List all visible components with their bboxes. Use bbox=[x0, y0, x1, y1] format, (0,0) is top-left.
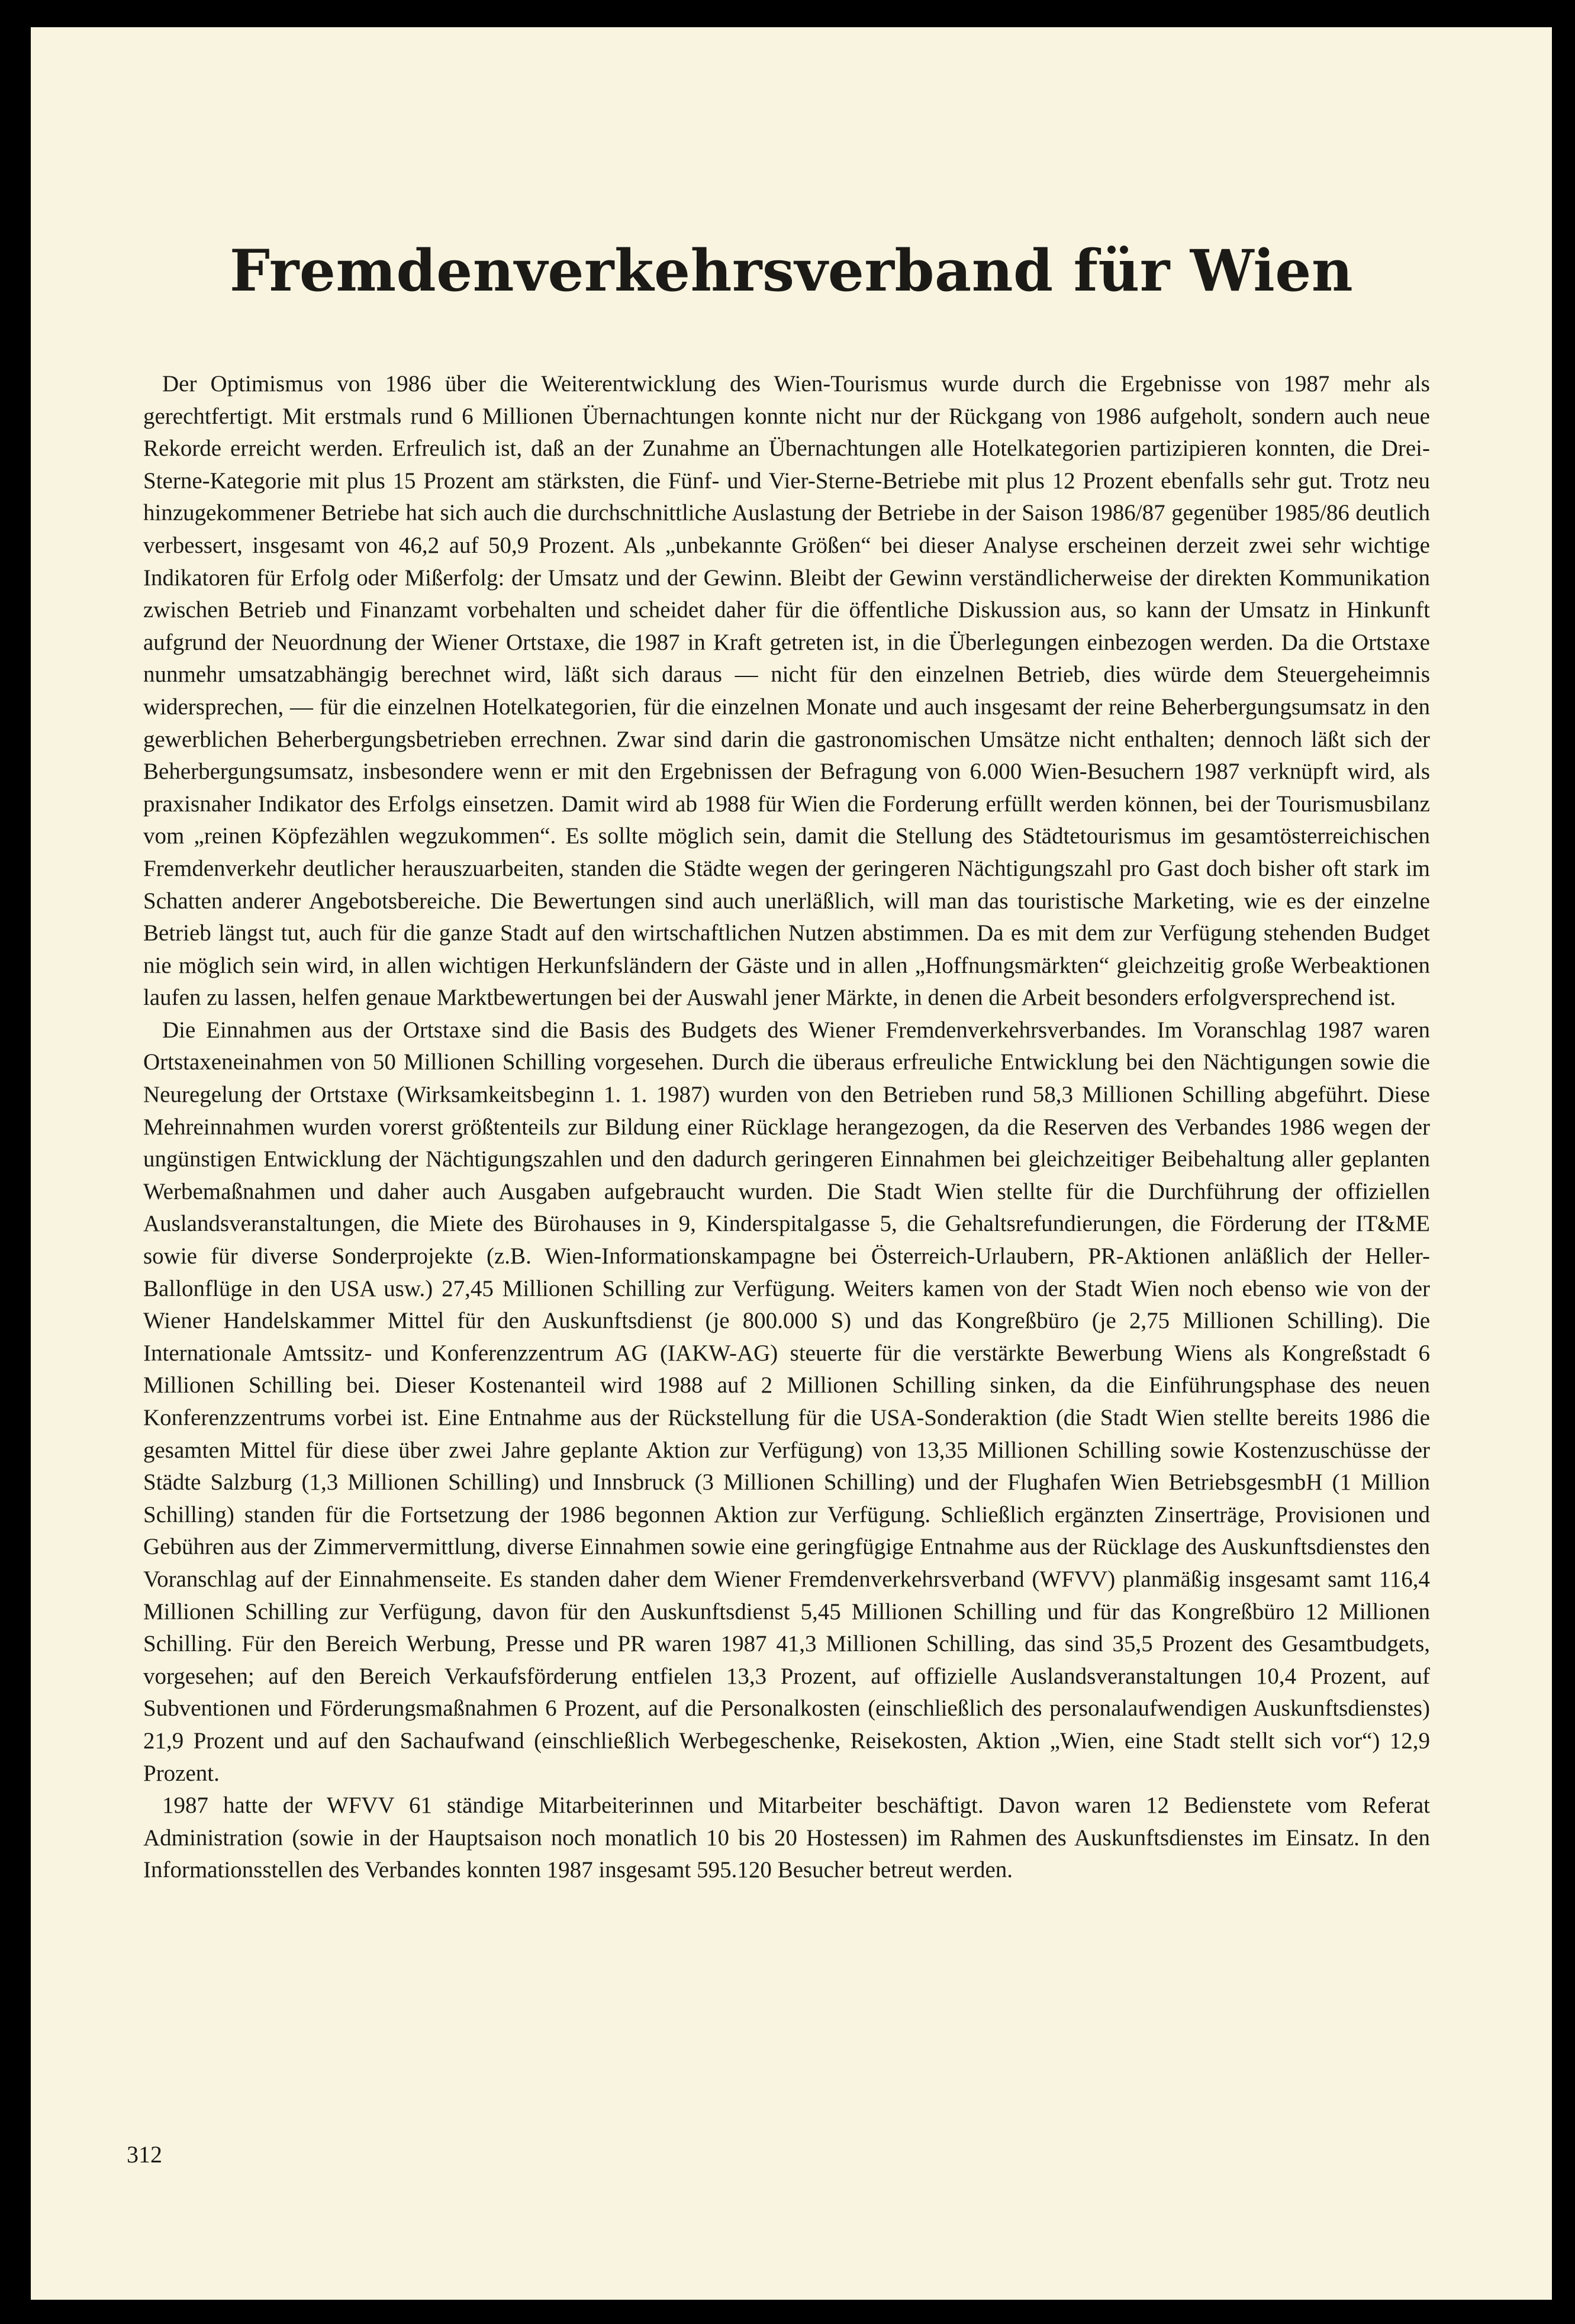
paragraph-1: Der Optimismus von 1986 über die Weiterentwicklung des Wien-Tourismus wurde durch die Ergebnisse von 1987 mehr als gerechtfertigt. Mit erstmals rund 6 Millionen Übernachtungen konnte nicht nur der Rückgang von 1986 aufgeholt, sondern auch neue Rekorde erreicht werden. Erfreulich ist, daß an der Zunahme an Übernachtungen alle Hotelkategorien partizipieren konnten, die Drei-Sterne-Kategorie mit plus 15 Prozent am stärksten, die Fünf- und Vier-Sterne-Betriebe mit plus 12 Prozent ebenfalls sehr gut. Trotz neu hinzugekommener Betriebe hat sich auch die durchschnittliche Auslastung der Betriebe in der Saison 1986/87 gegenüber 1985/86 deutlich verbessert, insgesamt von 46,2 auf 50,9 Prozent. Als „unbekannte Größen“ bei dieser Analyse erscheinen derzeit zwei sehr wichtige Indikatoren für Erfolg oder Mißerfolg: der Umsatz und der Gewinn. Bleibt der Gewinn verständlicherweise der direkten Kommunikation zwischen Betrieb und Finanzamt vorbehalten und scheidet daher für die öffentliche Diskussion aus, so kann der Umsatz in Hinkunft aufgrund der Neuordnung der Wiener Ortstaxe, die 1987 in Kraft getreten ist, in die Überlegungen einbezogen werden. Da die Ortstaxe nunmehr umsatzabhängig berechnet wird, läßt sich daraus — nicht für den einzelnen Betrieb, dies würde dem Steuergeheimnis widersprechen, — für die einzelnen Hotelkategorien, für die einzelnen Monate und auch insgesamt der reine Beherbergungsumsatz in den gewerblichen Beherbergungsbetrieben errechnen. Zwar sind darin die gastronomischen Umsätze nicht enthalten; dennoch läßt sich der Beherbergungsumsatz, insbesondere wenn er mit den Ergebnissen der Befragung von 6.000 Wien-Besuchern 1987 verknüpft wird, als praxisnaher Indikator des Erfolgs einsetzen. Damit wird ab 1988 für Wien die Forderung erfüllt werden können, bei der Tourismusbilanz vom „reinen Köpfezählen wegzukommen“. Es sollte möglich sein, damit die Stellung des Städtetourismus im gesamtösterreichischen Fremdenverkehr deutlicher herauszuarbeiten, standen die Städte wegen der geringeren Nächtigungszahl pro Gast doch bisher oft stark im Schatten anderer Angebotsbereiche. Die Bewertungen sind auch unerläßlich, will man das touristische Marketing, wie es der einzelne Betrieb längst tut, auch für die ganze Stadt auf den wirtschaftlichen Nutzen abstimmen. Da es mit dem zur Verfügung stehenden Budget nie möglich sein wird, in allen wichtigen Herkunfsländern der Gäste und in allen „Hoffnungsmärkten“ gleichzeitig große Werbeaktionen laufen zu lassen, helfen genaue Marktbewertungen bei der Auswahl jener Märkte, in denen die Arbeit besonders erfolgversprechend ist. bbox=[143, 371, 1430, 1011]
page-title: Fremdenverkehrsverband für Wien bbox=[229, 237, 1354, 304]
document-page bbox=[31, 27, 1552, 2300]
paragraph-3: 1987 hatte der WFVV 61 ständige Mitarbeiterinnen und Mitarbeiter beschäftigt. Davon waren 12 Bedienstete vom Referat Administration (sowie in der Hauptsaison noch monatlich 10 bis 20 Hostessen) im Rahmen des Auskunftsdienstes im Einsatz. In den Informationsstellen des Verbandes konnten 1987 insgesamt 595.120 Besucher betreut werden. bbox=[143, 1793, 1430, 1883]
paragraph-2: Die Einnahmen aus der Ortstaxe sind die Basis des Budgets des Wiener Fremdenverkehrsverbandes. Im Voranschlag 1987 waren Ortstaxeneinahmen von 50 Millionen Schilling vorgesehen. Durch die überaus erfreuliche Entwicklung bei den Nächtigungen sowie die Neuregelung der Ortstaxe (Wirksamkeitsbeginn 1. 1. 1987) wurden von den Betrieben rund 58,3 Millionen Schilling abgeführt. Diese Mehreinnahmen wurden vorerst größtenteils zur Bildung einer Rücklage herangezogen, da die Reserven des Verbandes 1986 wegen der ungünstigen Entwicklung der Nächtigungszahlen und den dadurch geringeren Einnahmen bei gleichzeitiger Beibehaltung aller geplanten Werbemaßnahmen und daher auch Ausgaben aufgebraucht wurden. Die Stadt Wien stellte für die Durchführung der offiziellen Auslandsveranstaltungen, die Miete des Bürohauses in 9, Kinderspitalgasse 5, die Gehaltsrefundierungen, die Förderung der IT&ME sowie für diverse Sonderprojekte (z.B. Wien-Informationskampagne bei Österreich-Urlaubern, PR-Aktionen anläßlich der Heller-Ballonflüge in den USA usw.) 27,45 Millionen Schilling zur Verfügung. Weiters kamen von der Stadt Wien noch ebenso wie von der Wiener Handelskammer Mittel für den Auskunftsdienst (je 800.000 S) und das Kongreßbüro (je 2,75 Millionen Schilling). Die Internationale Amtssitz- und Konferenzzentrum AG (IAKW-AG) steuerte für die verstärkte Bewerbung Wiens als Kongreßstadt 6 Millionen Schilling bei. Dieser Kostenanteil wird 1988 auf 2 Millionen Schilling sinken, da die Einführungsphase des neuen Konferenzzentrums vorbei ist. Eine Entnahme aus der Rückstellung für die USA-Sonderaktion (die Stadt Wien stellte bereits 1986 die gesamten Mittel für diese über zwei Jahre geplante Aktion zur Verfügung) von 13,35 Millionen Schilling sowie Kostenzuschüsse der Städte Salzburg (1,3 Millionen Schilling) und Innsbruck (3 Millionen Schilling) und der Flughafen Wien BetriebsgesmbH (1 Million Schilling) standen für die Fortsetzung der 1986 begonnen Aktion zur Verfügung. Schließlich ergänzten Zinserträge, Provisionen und Gebühren aus der Zimmervermittlung, diverse Einnahmen sowie eine geringfügige Entnahme aus der Rücklage des Auskunftsdienstes den Voranschlag auf der Einnahmenseite. Es standen daher dem Wiener Fremdenverkehrsverband (WFVV) planmäßig insgesamt samt 116,4 Millionen Schilling zur Verfügung, davon für den Auskunftsdienst 5,45 Millionen Schilling und für das Kongreßbüro 12 Millionen Schilling. Für den Bereich Werbung, Presse und PR waren 1987 41,3 Millionen Schilling, das sind 35,5 Prozent des Gesamtbudgets, vorgesehen; auf den Bereich Verkaufsförderung entfielen 13,3 Prozent, auf offizielle Auslandsveranstaltungen 10,4 Prozent, auf Subventionen und Förderungsmaßnahmen 6 Prozent, auf die Personalkosten (einschließlich des personalaufwendigen Auskunftsdienstes) 21,9 Prozent und auf den Sachaufwand (einschließlich Werbegeschenke, Reisekosten, Aktion „Wien, eine Stadt stellt sich vor“) 12,9 Prozent. bbox=[143, 1017, 1430, 1786]
article-body bbox=[143, 368, 1430, 1887]
page-number: 312 bbox=[127, 2141, 162, 2168]
